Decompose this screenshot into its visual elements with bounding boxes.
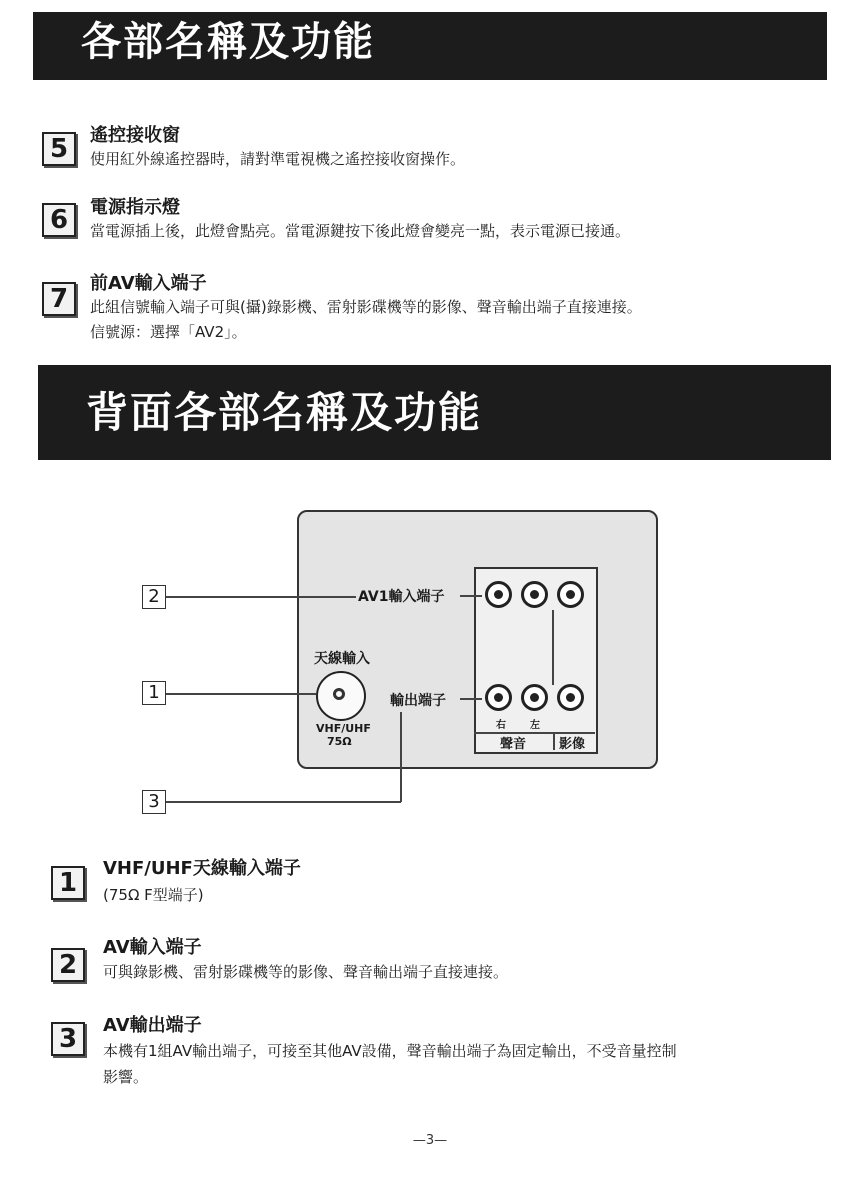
av1-leader xyxy=(460,595,482,597)
item-title: 遙控接收窗 xyxy=(90,125,180,146)
item-desc: 影響。 xyxy=(103,1068,149,1086)
callout-1-line xyxy=(166,693,316,695)
frame-divider xyxy=(552,610,554,685)
section-banner-front xyxy=(33,12,827,80)
legend-sep xyxy=(553,732,555,750)
section-banner-back xyxy=(38,365,831,460)
item-number-badge: 2 xyxy=(51,948,85,982)
left-channel-label: 左 xyxy=(530,720,540,731)
antenna-connector-icon xyxy=(316,671,366,721)
vhf-uhf-label: VHF/UHF xyxy=(316,722,371,735)
out-jack-right-icon xyxy=(485,684,512,711)
callout-3-line xyxy=(166,801,401,803)
out-jack-video-icon xyxy=(557,684,584,711)
item-desc: 使用紅外線遙控器時，請對準電視機之遙控接收窗操作。 xyxy=(90,150,466,168)
item-number-badge: 7 xyxy=(42,282,76,316)
audio-label: 聲音 xyxy=(500,737,527,752)
section-title: 背面各部名稱及功能 xyxy=(86,388,483,437)
item-desc: 信號源：選擇「AV2」。 xyxy=(90,323,247,341)
item-title: AV輸出端子 xyxy=(103,1015,202,1036)
item-number-badge: 1 xyxy=(51,866,85,900)
item-desc: (75Ω F型端子) xyxy=(103,886,204,904)
item-title: 前AV輸入端子 xyxy=(90,273,207,294)
item-desc: 此組信號輸入端子可與(攝)錄影機、雷射影碟機等的影像、聲音輸出端子直接連接。 xyxy=(90,298,642,316)
item-title: 電源指示燈 xyxy=(90,197,180,218)
callout-2-line xyxy=(166,596,356,598)
callout-1: 1 xyxy=(142,681,166,705)
video-label: 影像 xyxy=(559,737,586,752)
item-number-badge: 6 xyxy=(42,203,76,237)
av1-jack-left-icon xyxy=(521,581,548,608)
item-title: AV輸入端子 xyxy=(103,937,202,958)
item-desc: 可與錄影機、雷射影碟機等的影像、聲音輸出端子直接連接。 xyxy=(103,963,509,981)
antenna-input-label: 天線輸入 xyxy=(314,651,370,667)
output-terminal-label: 輸出端子 xyxy=(390,693,446,709)
item-title: VHF/UHF天線輸入端子 xyxy=(103,858,301,879)
right-channel-label: 右 xyxy=(496,720,506,731)
callout-3: 3 xyxy=(142,790,166,814)
item-desc: 本機有1組AV輸出端子，可接至其他AV設備，聲音輸出端子為固定輸出，不受音量控制 xyxy=(103,1042,677,1060)
item-desc: 當電源插上後，此燈會點亮。當電源鍵按下後此燈會變亮一點，表示電源已接通。 xyxy=(90,222,631,240)
impedance-label: 75Ω xyxy=(327,735,352,748)
out-jack-left-icon xyxy=(521,684,548,711)
output-leader xyxy=(460,698,482,700)
callout-3-vline xyxy=(400,712,402,802)
callout-2: 2 xyxy=(142,585,166,609)
av1-input-label: AV1輸入端子 xyxy=(358,589,445,605)
item-number-badge: 5 xyxy=(42,132,76,166)
section-title: 各部名稱及功能 xyxy=(81,19,375,65)
av1-jack-right-icon xyxy=(485,581,512,608)
av1-jack-video-icon xyxy=(557,581,584,608)
item-number-badge: 3 xyxy=(51,1022,85,1056)
page-number: —3— xyxy=(412,1133,448,1148)
